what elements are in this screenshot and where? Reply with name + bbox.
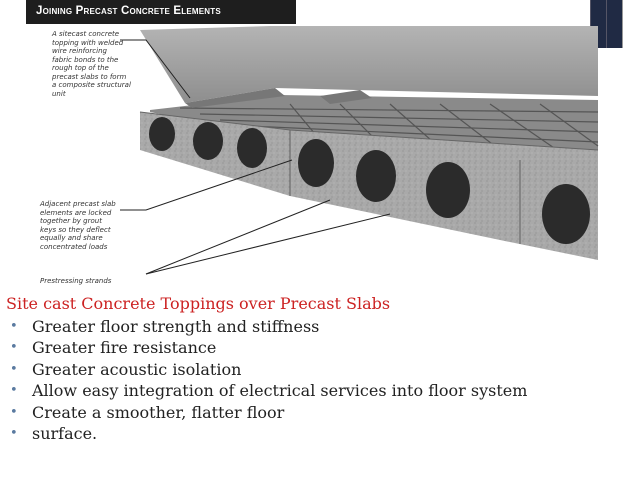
list-item: • Allow easy integration of electrical services into floor system bbox=[10, 381, 528, 401]
section-heading: Site cast Concrete Toppings over Precast Slabs bbox=[6, 294, 391, 313]
title-accent bbox=[0, 0, 26, 24]
callout-strands: Prestressing strands bbox=[40, 277, 112, 285]
bullet-icon: • bbox=[10, 426, 18, 442]
list-item: • surface. bbox=[10, 424, 98, 444]
title-bar bbox=[0, 0, 296, 24]
topping-surface bbox=[140, 26, 598, 103]
bullet-icon: • bbox=[10, 319, 18, 334]
list-item: • Greater acoustic isolation bbox=[10, 359, 242, 379]
list-item: • Greater floor strength and stiffness bbox=[10, 317, 320, 336]
bullet-icon: • bbox=[10, 340, 18, 356]
bullet-icon: • bbox=[10, 361, 18, 377]
callout-topping: A sitecast concrete topping with welded wire reinforcing fabric bonds to the rough top of the precast slabs to form a composite structural unit bbox=[52, 30, 131, 98]
bullet-icon: • bbox=[10, 404, 18, 420]
bullet-list bbox=[6, 316, 527, 444]
slide-title: Joining Precast Concrete Elements bbox=[36, 5, 221, 17]
callout-slab-keys: Adjacent precast slab elements are locked together by grout keys so they deflect equally and share concentrated loads bbox=[40, 200, 116, 251]
list-item: • Create a smoother, flatter floor bbox=[10, 402, 285, 422]
bullet-icon: • bbox=[10, 383, 18, 399]
list-item: • Greater fire resistance bbox=[10, 338, 217, 358]
